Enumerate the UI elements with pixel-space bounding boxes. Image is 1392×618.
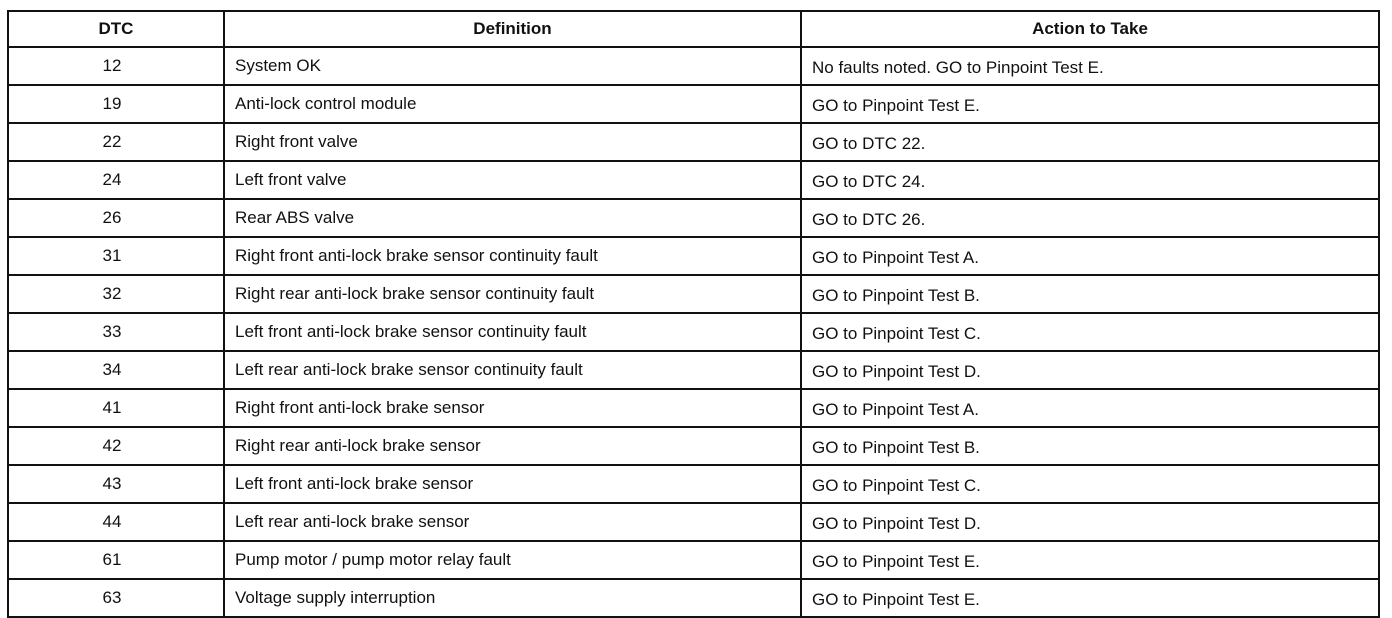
dtc-code-cell: 19 [8, 85, 224, 123]
definition-cell: System OK [224, 47, 801, 85]
table-row [8, 237, 1379, 275]
action-cell: GO to Pinpoint Test A. [801, 389, 1379, 427]
action-cell: GO to Pinpoint Test B. [801, 427, 1379, 465]
definition-cell: Left front valve [224, 161, 801, 199]
header-dtc: DTC [8, 11, 224, 47]
dtc-code-cell: 22 [8, 123, 224, 161]
table-row [8, 465, 1379, 503]
table-row [8, 503, 1379, 541]
table-row [8, 389, 1379, 427]
definition-cell: Right front anti-lock brake sensor [224, 389, 801, 427]
table-row [8, 427, 1379, 465]
dtc-code-cell: 41 [8, 389, 224, 427]
definition-cell: Right front anti-lock brake sensor continuity fault [224, 237, 801, 275]
action-cell: GO to DTC 24. [801, 161, 1379, 199]
table-row [8, 199, 1379, 237]
dtc-code-cell: 43 [8, 465, 224, 503]
definition-cell: Left rear anti-lock brake sensor continuity fault [224, 351, 801, 389]
table-row [8, 313, 1379, 351]
action-cell: GO to DTC 22. [801, 123, 1379, 161]
table-row [8, 47, 1379, 85]
definition-cell: Left front anti-lock brake sensor [224, 465, 801, 503]
table-header [8, 11, 1379, 47]
dtc-code-cell: 31 [8, 237, 224, 275]
action-cell: GO to Pinpoint Test A. [801, 237, 1379, 275]
table-row [8, 541, 1379, 579]
definition-cell: Right rear anti-lock brake sensor [224, 427, 801, 465]
header-definition: Definition [224, 11, 801, 47]
table-row [8, 123, 1379, 161]
definition-cell: Left front anti-lock brake sensor continuity fault [224, 313, 801, 351]
action-cell: GO to Pinpoint Test C. [801, 465, 1379, 503]
dtc-code-cell: 42 [8, 427, 224, 465]
dtc-code-cell: 44 [8, 503, 224, 541]
definition-cell: Rear ABS valve [224, 199, 801, 237]
dtc-code-cell: 34 [8, 351, 224, 389]
definition-cell: Right rear anti-lock brake sensor continuity fault [224, 275, 801, 313]
action-cell: GO to Pinpoint Test B. [801, 275, 1379, 313]
table-row [8, 161, 1379, 199]
action-cell: GO to Pinpoint Test E. [801, 85, 1379, 123]
action-cell: No faults noted. GO to Pinpoint Test E. [801, 47, 1379, 85]
action-cell: GO to Pinpoint Test D. [801, 351, 1379, 389]
action-cell: GO to Pinpoint Test C. [801, 313, 1379, 351]
definition-cell: Anti-lock control module [224, 85, 801, 123]
table-row [8, 85, 1379, 123]
dtc-code-cell: 26 [8, 199, 224, 237]
table-row [8, 351, 1379, 389]
dtc-table [7, 10, 1380, 618]
dtc-code-cell: 12 [8, 47, 224, 85]
table-row [8, 275, 1379, 313]
action-cell: GO to Pinpoint Test E. [801, 541, 1379, 579]
dtc-code-cell: 61 [8, 541, 224, 579]
definition-cell: Left rear anti-lock brake sensor [224, 503, 801, 541]
header-row [8, 11, 1379, 47]
definition-cell: Voltage supply interruption [224, 579, 801, 617]
dtc-code-cell: 32 [8, 275, 224, 313]
action-cell: GO to Pinpoint Test D. [801, 503, 1379, 541]
action-cell: GO to Pinpoint Test E. [801, 579, 1379, 617]
header-action: Action to Take [801, 11, 1379, 47]
table-body [8, 47, 1379, 617]
definition-cell: Right front valve [224, 123, 801, 161]
definition-cell: Pump motor / pump motor relay fault [224, 541, 801, 579]
dtc-code-cell: 33 [8, 313, 224, 351]
dtc-table-container [7, 10, 1378, 618]
action-cell: GO to DTC 26. [801, 199, 1379, 237]
dtc-code-cell: 63 [8, 579, 224, 617]
dtc-code-cell: 24 [8, 161, 224, 199]
table-row [8, 579, 1379, 617]
